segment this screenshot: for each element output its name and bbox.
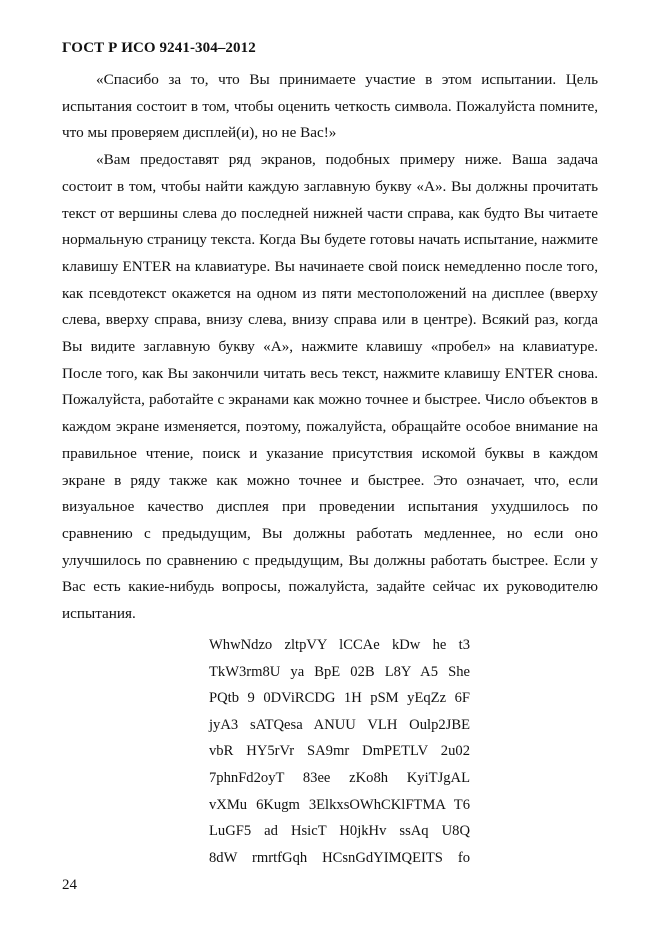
body-text (62, 67, 598, 628)
pseudotext-line: 8dW rmrtfGqh HCsnGdYIMQEITS fo (209, 849, 470, 866)
paragraph-instructions-intro: «Спасибо за то, что Вы принимаете участие в этом испытании. Цель испытания состоит в том, чтобы оценить четкость символа. Пожалуйста помните, что мы проверяем дисплей(и), но не Вас!» (62, 71, 598, 142)
document-header: ГОСТ Р ИСО 9241-304–2012 (62, 40, 256, 56)
pseudotext-line: TkW3rm8U ya BpE 02B L8Y A5 She (209, 663, 470, 680)
pseudotext-line: 7phnFd2oyT 83ee zKo8h KyiTJgAL (209, 769, 470, 786)
pseudotext-line: PQtb 9 0DViRCDG 1H pSM yEqZz 6F (209, 690, 470, 707)
page-number: 24 (62, 877, 77, 893)
pseudotext-line: vbR HY5rVr SA9mr DmPETLV 2u02 (209, 743, 470, 760)
pseudotext-line: LuGF5 ad HsicT H0jkHv ssAq U8Q (209, 823, 470, 840)
pseudotext-sample (209, 632, 470, 871)
paragraph-instructions-task: «Вам предоставят ряд экранов, подобных примеру ниже. Ваша задача состоит в том, чтобы найти каждую заглавную букву «А». Вы должны прочитать текст от вершины слева до последней нижней части справа, как будто Вы читаете нормальную страницу текста. Когда Вы будете готовы начать испытание, нажмите клавишу ENTER на клавиатуре. Вы начинаете свой поиск немедленно после того, как псевдотекст окажется на одном из пяти местоположений на дисплее (вверху слева, вверху справа, внизу слева, внизу справа или в центре). Всякий раз, когда Вы видите заглавную букву «А», нажмите клавишу «пробел» на клавиатуре. После того, как Вы закончили читать весь текст, нажмите клавишу ENTER снова. Пожалуйста, работайте с экранами как можно точнее и быстрее. Число объектов в каждом экране изменяется, поэтому, пожалуйста, обращайте особое внимание на правильное чтение, поиск и указание присутствия искомой буквы в каждом экране в ряду также как можно точнее и быстрее. Это означает, что, если визуальное качество дисплея при проведении испытания ухудшилось по сравнению с предыдущим, Вы должны работать медленнее, но если оно улучшилось по сравнению с предыдущим, Вы должны работать быстрее. Если у Вас есть какие-нибудь вопросы, пожалуйста, задайте сейчас их руководителю испытания. (62, 151, 598, 623)
pseudotext-line: jyA3 sATQesa ANUU VLH Oulp2JBE (209, 716, 470, 733)
pseudotext-line: vXMu 6Kugm 3ElkxsOWhCKlFTMA T6 (209, 796, 470, 813)
pseudotext-line: WhwNdzo zltpVY lCCAe kDw he t3 (209, 637, 470, 653)
